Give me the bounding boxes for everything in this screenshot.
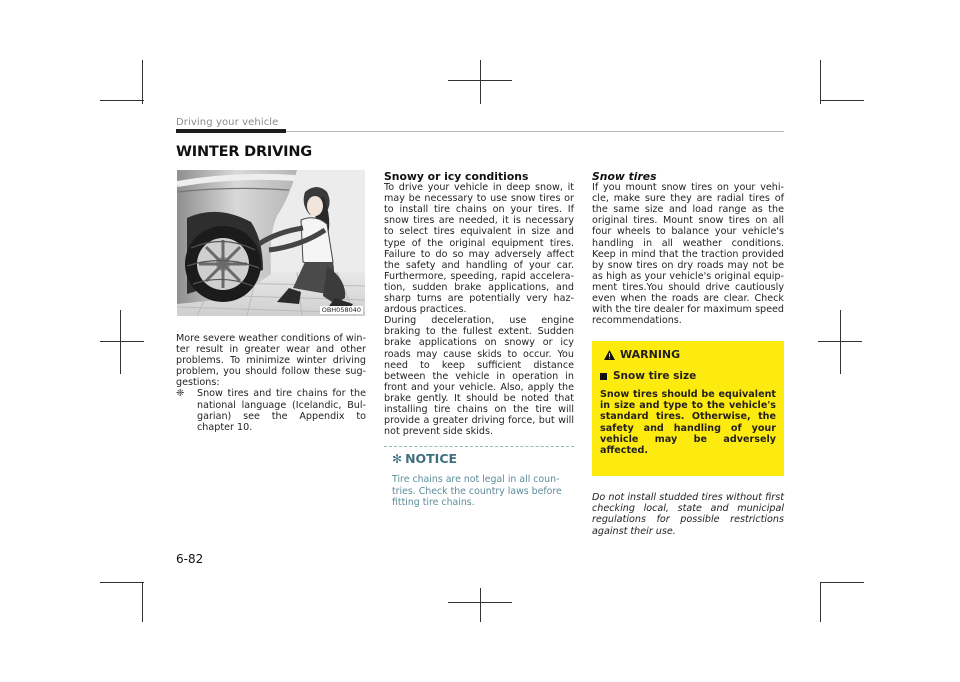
column-middle [384,171,574,437]
page-title: WINTER DRIVING [176,144,312,160]
notice-asterisk-icon: ✻ [392,451,403,466]
warning-subtitle-text: Snow tire size [613,370,697,382]
warning-subtitle [600,370,776,382]
warning-text: Snow tires should be equivalent in size and type to the vehicle's standard tires. Otherwise, the safety and handling of your vehicle may be adversely affected. [600,389,776,457]
snow-tires-heading: Snow tires [592,170,657,183]
list-item [176,388,366,432]
section-label: Driving your vehicle [176,117,279,128]
bullet-text: Snow tires and tire chains for the national language (Icelandic, Bulgarian) see the Appendix to chapter 10. [197,388,366,433]
warning-triangle-icon [604,350,615,360]
warning-title [604,348,776,361]
figure-code: OBH058040 [321,306,361,314]
studded-tires-note: Do not install studded tires without first checking local, state and municipal regulations for possible restrictions against their use. [592,492,784,537]
column-right [592,171,784,326]
body-paragraph: If you mount snow tires on your vehicle, make sure they are radial tires of the same size and load range as the original tires. Mount snow tires on all four wheels to balance your vehicle's handling in all weather conditions. Keep in mind that the traction provided by snow tires on dry roads may not be as high as your vehicle's original equipment tires.You should drive cautiously even when the roads are clear. Check with the tire dealer for maximum speed recommendations. [592,182,784,327]
header-bar [176,129,286,133]
bullet-asterisk-icon: ❈ [176,388,185,400]
tire-chain-installation-illustration [177,170,365,316]
body-paragraph: To drive your vehicle in deep snow, it may be necessary to use snow tires or to install tire chains on your tires. If snow tires are needed, it is necessary to select tires equivalent in size and type of the original equipment tires. Failure to do so may adversely affect the safety and handling of your car. Furthermore, speeding, rapid acceleration, sudden brake applications, and sharp turns are potentially very hazardous practices. [384,182,574,316]
snowy-icy-heading: Snowy or icy conditions [384,170,529,183]
notice-title-text: NOTICE [405,451,458,466]
warning-title-text: WARNING [620,348,681,361]
intro-paragraph: More severe weather conditions of winter result in greater wear and other problems. To minimize winter driving problem, you should follow these suggestions: [176,333,366,389]
body-paragraph: During deceleration, use engine braking to the fullest extent. Sudden brake applications on snowy or icy roads may cause skids to occur. You need to keep sufficient distance between the vehicle in operation in front and your vehicle. Also, apply the brake gently. It should be noted that installing tire chains on the tire will provide a greater driving force, but will not prevent side skids. [384,315,574,438]
tire-chain-illustration [177,170,365,316]
notice-title [392,451,574,466]
notice-text: Tire chains are not legal in all countries. Check the country laws before fitting tire chains. [392,474,562,509]
notice-box [384,446,574,509]
warning-box [592,341,784,476]
square-bullet-icon [600,373,607,380]
page-number: 6-82 [176,552,204,566]
column-left [176,333,366,433]
header-rule [286,131,784,132]
